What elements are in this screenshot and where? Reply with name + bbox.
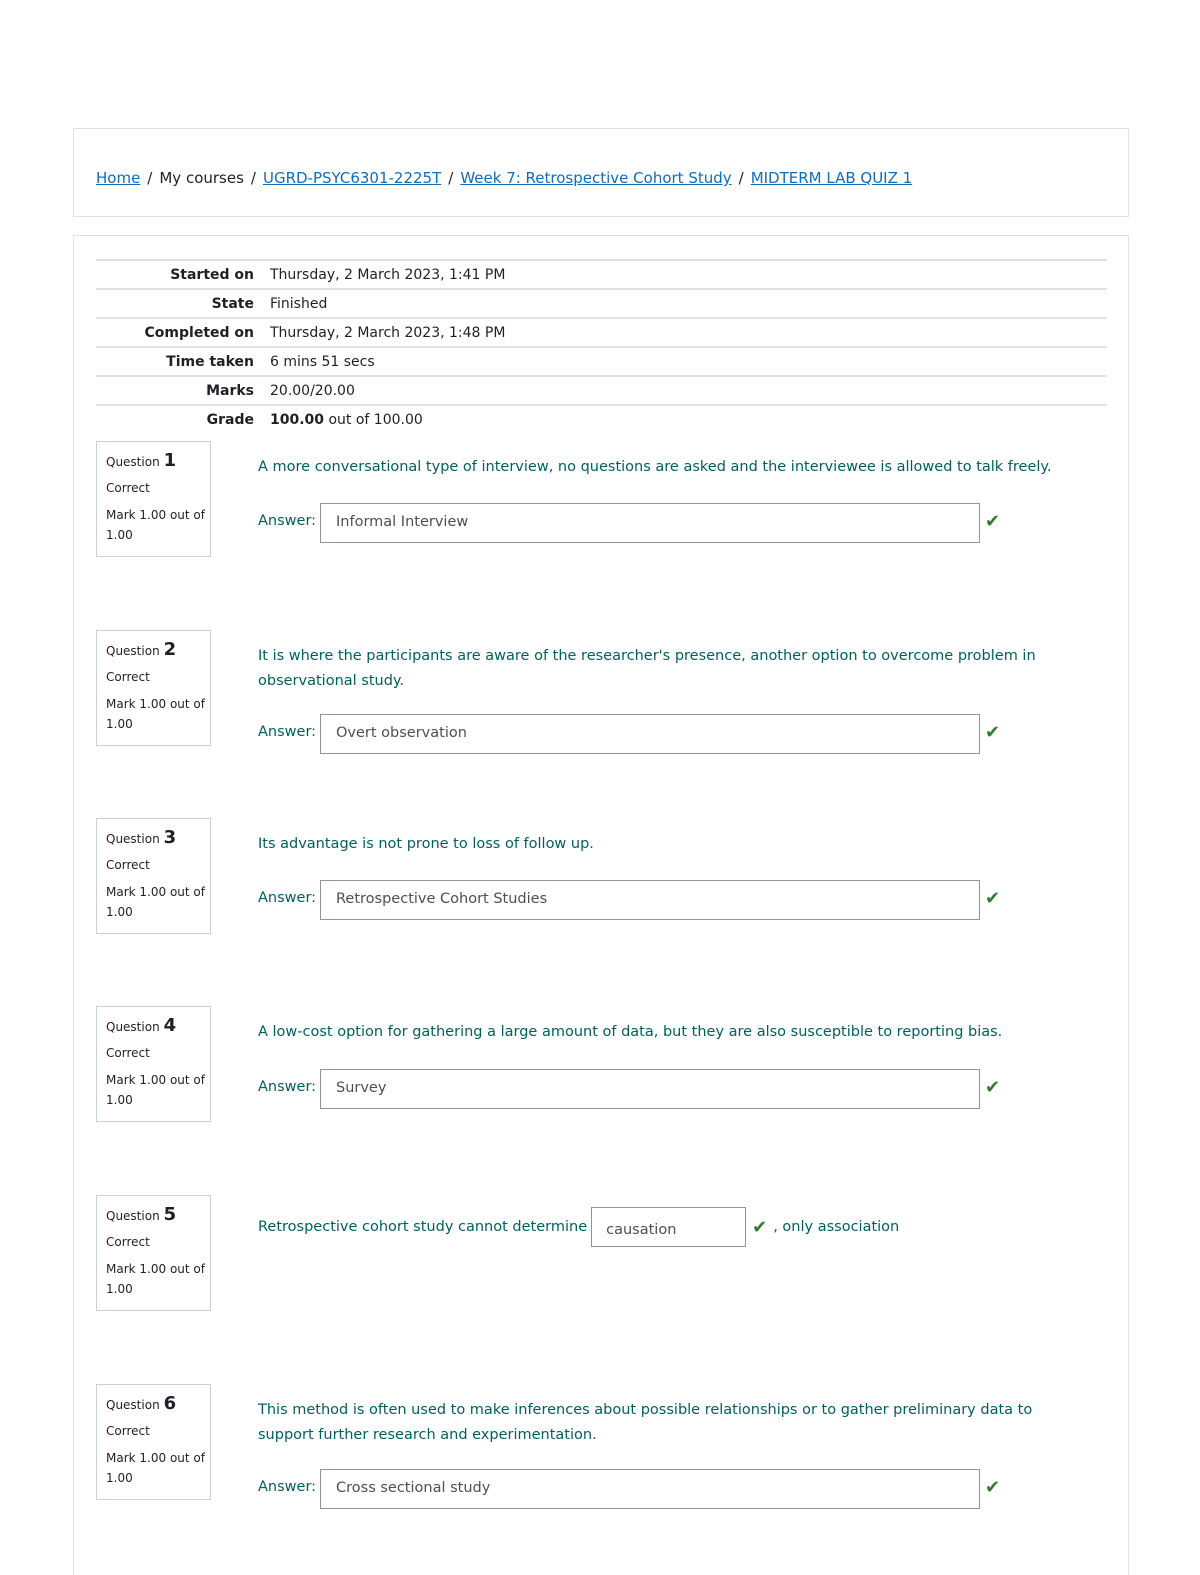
answer-label: Answer: bbox=[258, 890, 317, 906]
question-state: Correct bbox=[106, 1235, 150, 1249]
question-label: Question bbox=[106, 1398, 160, 1412]
summary-value: Finished bbox=[270, 295, 328, 312]
question-label: Question bbox=[106, 455, 160, 469]
question-mark: Mark 1.00 out of 1.00 bbox=[106, 1073, 205, 1107]
question-text: It is where the participants are aware of the researcher's presence, another option to overcome problem in observational study. bbox=[258, 648, 1036, 689]
question-number bbox=[106, 639, 210, 660]
question-number bbox=[106, 827, 210, 848]
grade-label: Grade bbox=[206, 411, 254, 428]
question-text bbox=[258, 1207, 1078, 1247]
question-info bbox=[96, 441, 211, 557]
breadcrumb-separator: / bbox=[250, 169, 256, 187]
question-number-value: 5 bbox=[163, 1204, 177, 1225]
summary-row bbox=[96, 289, 1107, 318]
question-number bbox=[106, 450, 210, 471]
question-info bbox=[96, 818, 211, 934]
answer-label: Answer: bbox=[258, 1479, 317, 1495]
breadcrumb-course-link[interactable]: UGRD-PSYC6301-2225T bbox=[262, 169, 442, 187]
question-number-value: 3 bbox=[163, 827, 177, 848]
summary-row-grade bbox=[96, 405, 1107, 433]
summary-label: State bbox=[211, 295, 254, 312]
check-icon: ✔ bbox=[985, 722, 1001, 743]
question-state: Correct bbox=[106, 1424, 150, 1438]
summary-label: Started on bbox=[170, 266, 254, 283]
question-label: Question bbox=[106, 1020, 160, 1034]
question-number bbox=[106, 1393, 210, 1414]
answer-field[interactable]: Overt observation bbox=[320, 714, 980, 754]
question-label: Question bbox=[106, 832, 160, 846]
question-info bbox=[96, 1384, 211, 1500]
summary-row bbox=[96, 318, 1107, 347]
breadcrumb-separator: / bbox=[448, 169, 454, 187]
question-info bbox=[96, 630, 211, 746]
attempt-summary-table bbox=[96, 259, 1107, 433]
summary-label: Completed on bbox=[144, 324, 254, 341]
breadcrumb-quiz-link[interactable]: MIDTERM LAB QUIZ 1 bbox=[750, 169, 913, 187]
question-text: Its advantage is not prone to loss of follow up. bbox=[258, 836, 594, 852]
question-text: A low-cost option for gathering a large amount of data, but they are also susceptible to reporting bias. bbox=[258, 1024, 1003, 1040]
answer-field[interactable]: Cross sectional study bbox=[320, 1469, 980, 1509]
breadcrumb-separator: / bbox=[147, 169, 153, 187]
answer-label: Answer: bbox=[258, 513, 317, 529]
question-state: Correct bbox=[106, 481, 150, 495]
question-number-value: 6 bbox=[163, 1393, 177, 1414]
question-text-after: , only association bbox=[773, 1219, 900, 1235]
question-text: A more conversational type of interview, no questions are asked and the interviewee is allowed to talk freely. bbox=[258, 459, 1052, 475]
breadcrumb-my-courses: My courses bbox=[159, 169, 244, 187]
summary-label: Marks bbox=[206, 382, 254, 399]
breadcrumb-separator: / bbox=[738, 169, 744, 187]
question-number-value: 4 bbox=[163, 1015, 177, 1036]
summary-value: 6 mins 51 secs bbox=[270, 353, 375, 370]
answer-label: Answer: bbox=[258, 724, 317, 740]
question-text: This method is often used to make inferences about possible relationships or to gather preliminary data to support further research and experimentation. bbox=[258, 1402, 1033, 1443]
breadcrumb-card bbox=[73, 128, 1129, 217]
breadcrumb-home-link[interactable]: Home bbox=[96, 169, 141, 187]
question-info bbox=[96, 1006, 211, 1122]
question-mark: Mark 1.00 out of 1.00 bbox=[106, 885, 205, 919]
check-icon: ✔ bbox=[985, 888, 1001, 909]
question-mark: Mark 1.00 out of 1.00 bbox=[106, 508, 205, 542]
question-state: Correct bbox=[106, 670, 150, 684]
summary-value: Thursday, 2 March 2023, 1:48 PM bbox=[270, 324, 506, 341]
question-state: Correct bbox=[106, 1046, 150, 1060]
question-info bbox=[96, 1195, 211, 1311]
grade-rest: out of 100.00 bbox=[328, 411, 423, 428]
summary-label: Time taken bbox=[166, 353, 254, 370]
summary-row bbox=[96, 260, 1107, 289]
check-icon: ✔ bbox=[985, 511, 1001, 532]
answer-label: Answer: bbox=[258, 1079, 317, 1095]
summary-value: 20.00/20.00 bbox=[270, 382, 355, 399]
check-icon: ✔ bbox=[985, 1077, 1001, 1098]
question-mark: Mark 1.00 out of 1.00 bbox=[106, 1451, 205, 1485]
answer-field[interactable]: Retrospective Cohort Studies bbox=[320, 880, 980, 920]
question-state: Correct bbox=[106, 858, 150, 872]
check-icon: ✔ bbox=[985, 1477, 1001, 1498]
quiz-review-card bbox=[73, 235, 1129, 1575]
question-text-before: Retrospective cohort study cannot determine bbox=[258, 1219, 588, 1235]
question-mark: Mark 1.00 out of 1.00 bbox=[106, 697, 205, 731]
summary-row bbox=[96, 376, 1107, 405]
question-number-value: 1 bbox=[163, 450, 177, 471]
answer-field[interactable]: causation bbox=[591, 1207, 746, 1247]
grade-value bbox=[270, 405, 1107, 433]
answer-field[interactable]: Informal Interview bbox=[320, 503, 980, 543]
check-icon: ✔ bbox=[752, 1216, 768, 1238]
question-number bbox=[106, 1015, 210, 1036]
question-mark: Mark 1.00 out of 1.00 bbox=[106, 1262, 205, 1296]
grade-score: 100.00 bbox=[270, 411, 325, 428]
breadcrumb-week-link[interactable]: Week 7: Retrospective Cohort Study bbox=[460, 169, 732, 187]
question-label: Question bbox=[106, 1209, 160, 1223]
summary-value: Thursday, 2 March 2023, 1:41 PM bbox=[270, 266, 506, 283]
question-number-value: 2 bbox=[163, 639, 177, 660]
question-number bbox=[106, 1204, 210, 1225]
answer-field[interactable]: Survey bbox=[320, 1069, 980, 1109]
question-label: Question bbox=[106, 644, 160, 658]
breadcrumb bbox=[96, 169, 912, 187]
summary-row bbox=[96, 347, 1107, 376]
